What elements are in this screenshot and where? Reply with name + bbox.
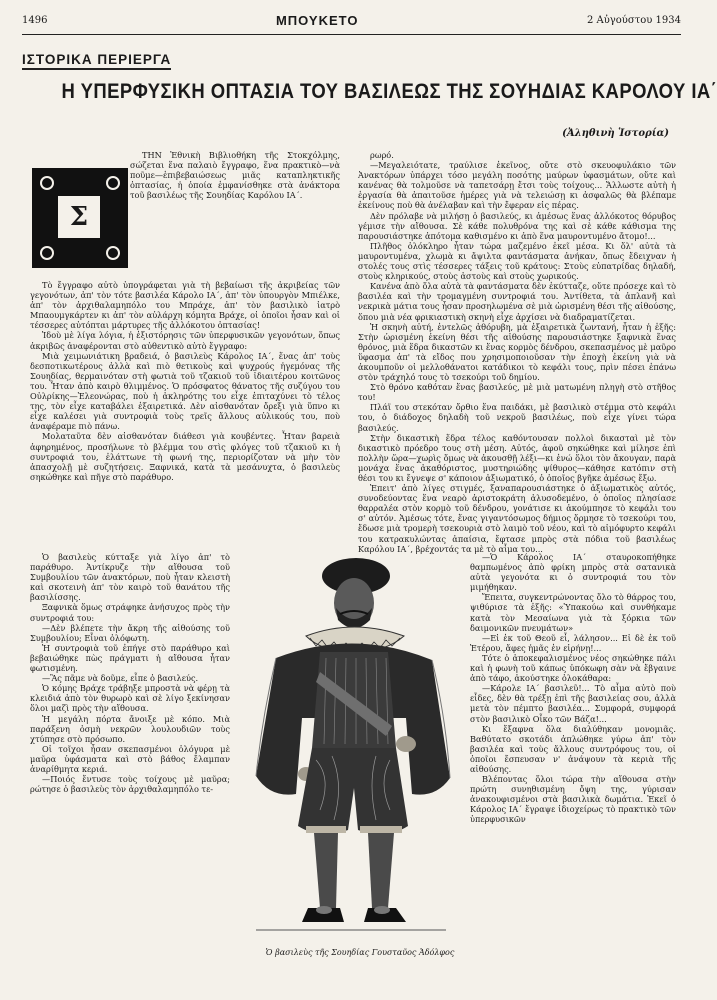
paragraph: Ὁ βασιλεὺς κύτταξε γιὰ λίγο ἀπ' τὸ παράθυρο. Ἀντίκρυζε τὴν αἴθουσα τοῦ Συμβουλίου τῶν ἀνακτόρων, ποὺ ἦταν κλειστὴ καὶ σκοτεινὴ ἀπ' τὸν καιρὸ τοῦ θανάτου τῆς βασιλίσσης.	[30, 552, 230, 603]
illustration-caption: Ὁ βασιλεὺς τῆς Σουηδίας Γουσταῦος Ἀδόλφος	[265, 948, 455, 957]
paragraph: Μολαταῦτα δὲν αἰσθανόταν διάθεσι γιὰ κουβέντες. Ἦταν βαρειὰ ἀφηρημένος, προσήλωνε τὸ βλέμμα του στὶς φλόγες τοῦ τζακιοῦ κι ἡ συντροφιά του, ἐλάττωνε τὴ φωνή της, περιορίζοταν νὰ μὴν τὸν ἀπασχολῇ μὲ συζητήσεις. Ξαφνικά, κατὰ τὰ μεσάνυχτα, ὁ βασιλεὺς σηκώθηκε καὶ πῆγε στὸ παράθυρο.	[30, 431, 340, 482]
paragraph: Κι ἔξαφνα ὅλα διαλύθηκαν μονομιᾶς. Βαθύτατο σκοτάδι ἁπλώθηκε γύρω ἀπ' τὸν βασιλέα καὶ τοὺς ἄλλους συντρόφους του, οἱ ὁποῖοι ἔσπευσαν ν' ἀνάψουν τὰ κεριὰ τῆς αἰθούσης.	[470, 723, 676, 774]
article-title: Η ΥΠΕΡΦΥΣΙΚΗ ΟΠΤΑΣΙΑ ΤΟΥ ΒΑΣΙΛΕΩΣ ΤΗΣ ΣΟΥΗΔΙΑΣ ΚΑΡΟΛΟΥ ΙΑ΄	[61, 80, 717, 103]
paragraph: Τὸ ἔγγραφο αὐτὸ ὑπογράφεται γιὰ τὴ βεβαίωσι τῆς ἀκριβείας τῶν γεγονότων, ἀπ' τὸν τότε βασιλέα Κάρολο ΙΑ΄, ἀπ' τὸν ὑπουργὸν Μπιέλκε, ἀπ' τὸν ἀρχιθαλαμηπόλο του Μπράχε, ἀπ' τὸν βασιλικὸ ἰατρὸ Μπαουμγκάρτεν κι ἀπ' τὸν αὐλάρχη κόμητα Βράχε, οἱ ὁποῖοι ἦσαν καὶ οἱ τέσσερες αὐτόπται μάρτυρες τῆς ἀλλόκοτου ὀπτασίας!	[30, 280, 340, 331]
article-column-2	[358, 150, 676, 554]
article-column-1-intro	[130, 150, 340, 278]
ornament-dot	[40, 246, 54, 260]
paragraph: Κανένα ἀπὸ ὅλα αὐτὰ τὰ φαντάσματα δὲν ἐκύτταζε, οὔτε πρόσεχε καὶ τὸ βασιλέα καὶ τὴν τρομαγμένη συντροφιά του. Ἀντίθετα, τὰ ἀπλανῆ καὶ νεκρικὰ μάτια τους ἦσαν προσηλωμένα σὲ μιὰ ὡρισμένη θέσι τῆς αἰθούσης, ὅπου μιὰ νέα φρικιαστικὴ σκηνὴ εἶχε ἀρχίσει νὰ διαδραματίζεται.	[358, 281, 676, 322]
king-portrait-illustration	[236, 548, 466, 943]
paragraph: —Δὲν βλέπετε τὴν ἄκρη τῆς αἰθούσης τοῦ Συμβουλίου; Εἶναι ὁλόφωτη.	[30, 622, 230, 643]
paragraph: Βλέποντας ὅλοι τώρα τὴν αἴθουσα στὴν πρώτη συνηθισμένη ὄψη της, γύρισαν ἀνακουφισμένοι στὰ βασιλικὰ δωμάτια. Ἐκεῖ ὁ Κάρολος ΙΑ΄ ἔγραψε ἰδιοχείρως τὸ πρακτικὸ τῶν ὑπερφυσικῶν	[470, 774, 676, 825]
issue-date: 2 Αὐγούστου 1934	[586, 14, 681, 26]
paragraph: Μιὰ χειμωνιάτικη βραδειά, ὁ βασιλεὺς Κάρολος ΙΑ΄, ἕνας ἀπ' τοὺς δεσποτικωτέρους ἀλλὰ καὶ πιὸ θετικοὺς καὶ ψυχρούς ἡγεμόνας τῆς Σουηδίας, θερμαινόταν στὴ φωτιὰ τοῦ τζακιοῦ τοῦ ἰδιαιτέρου κοιτῶνος του. Ἦταν ἀπὸ καιρὸ θλιμμένος. Ὁ πρόσφατος θάνατος τῆς συζύγου του Οὐλρίκης—Ἐλεονώρας, ποὺ ἡ ἀκληρότης του εἶχε ἐπιταχύνει τὸ τέλος της, τὸν εἶχε καταβάλει ἐξαιρετικά. Δὲν αἰσθανόταν ὄρεξι γιὰ ὕπνο κι εἶχε καλέσει γιὰ συντροφιὰ τοὺς τρεῖς ἄλλους αὐλικούς του, ποὺ ἀναφέραμε πιὸ πάνω.	[30, 350, 340, 432]
paragraph: —Κάρολε ΙΑ΄ βασιλεῦ!... Τὸ αἷμα αὐτὸ ποὺ εἶδες, δὲν θὰ τρέξῃ ἐπὶ τῆς βασιλείας σου, ἀλλὰ μετὰ τὸν πέμπτο βασιλέα... Συμφορά, συμφορά στὸν βασιλικὸ Οἶκο τῶν Βάζα!...	[470, 683, 676, 724]
paragraph: Δὲν πρόλαβε νὰ μιλήσῃ ὁ βασιλεύς, κι ἀμέσως ἕνας ἀλλόκοτος θόρυβος γέμισε τὴν αἴθουσα. Σὲ κάθε πολυθρόνα της καὶ σὲ κάθε κάθισμα της παρουσιάστηκε ἀπότομα καθισμένο κι ἀπὸ ἕνα μαυροντυμένο ἄτομο!...	[358, 210, 676, 241]
magazine-name: ΜΠΟΥΚΕΤΟ	[275, 12, 359, 28]
page-header	[22, 10, 681, 35]
paragraph: Τότε ὁ ἀποκεφαλισμένος νέος σηκώθηκε πάλι καὶ ἡ φωνὴ τοῦ κάπως ὑπόκωφη σὰν νὰ ἔβγαινε ἀπὸ τάφο, ἀκούστηκε ὁλοκάθαρα:	[470, 652, 676, 684]
page-number: 1496	[22, 14, 48, 26]
paragraph: —Ποιός ἔντυσε τοὺς τοίχους μὲ μαῦρα; ρώτησε ὁ βασιλεὺς τὸν ἀρχιθαλαμηπόλο τε-	[30, 774, 230, 795]
paragraph: Ἡ μεγάλη πόρτα ἄνοιξε μὲ κόπο. Μιὰ παράξενη ὀσμὴ νεκρῶν λουλουδιῶν τοὺς χτύπησε στὸ πρόσωπο.	[30, 713, 230, 744]
article-column-1	[30, 280, 340, 548]
ornament-dot	[40, 176, 54, 190]
section-label: ΙΣΤΟΡΙΚΑ ΠΕΡΙΕΡΓΑ	[22, 52, 171, 70]
paragraph: Ἡ συντροφιὰ τοῦ ἐπήγε στὸ παράθυρο καὶ βεβαιώθηκε πὼς πράγματι ἡ αἴθουσα ἦταν φωτισμένη.	[30, 642, 230, 674]
ornament-dot	[106, 246, 120, 260]
paragraph: Οἱ τοῖχοι ἦσαν σκεπασμένοι ὁλόγυρα μὲ μαῦρα ὑφάσματα καὶ στὸ βάθος ἔλαμπαν ἀναρίθμητα κεριά.	[30, 743, 230, 774]
paragraph: —Εἰ ἐκ τοῦ Θεοῦ εἶ, λάλησον... Εἰ δὲ ἐκ τοῦ Ἑτέρου, ἄφες ἡμᾶς ἐν εἰρήνῃ!...	[470, 632, 676, 653]
paragraph: Ὁ κόμης Βράχε τράβηξε μπροστὰ νὰ φέρῃ τὰ κλειδιά ἀπὸ τὸν θυρωρὸ καὶ σὲ λίγο ξεκίνησαν ὅλοι μαζὶ πρὸς τὴν αἴθουσα.	[30, 683, 230, 714]
paragraph: Ἰδοὺ μὲ λίγα λόγια, ἡ ἐξιστόρησις τῶν ὑπερφυσικῶν γεγονότων, ὅπως ἀκριβῶς ἀναφέρονται στὸ αὐθεντικὸ αὐτὸ ἔγγραφο:	[30, 330, 340, 351]
drop-cap: Σ	[56, 194, 102, 240]
article-subtitle: (Ἀληθινὴ Ἱστορία)	[562, 128, 669, 139]
ornament-dot	[106, 176, 120, 190]
paragraph: —Ἂς πᾶμε νὰ δοῦμε, εἶπε ὁ βασιλεύς.	[42, 673, 199, 684]
paragraph: Ἡ σκηνὴ αὐτή, ἐντελῶς ἀθόρυβη, μὰ ἐξαιρετικὰ ζωντανή, ἦταν ἡ ἑξῆς: Στὴν ὡρισμένη ἐκείνη θέσι τῆς αἰθούσης παρουσιάστηκε ξαφνικὰ ἕνας θρόνος, μιὰ ἕδρα δικαστῶν κι ἕνας κορμὸς δένδρου, σκεπασμένος μὲ μαῦρο ὕφασμα ἀπ' τὰ εἴδος που χρησιμοποιοῦσαν τὴν ἐποχὴ ἐκείνη γιὰ νὰ ἀκουμποῦν οἱ μελλοθάνατοι κατάδικοι τὸ κεφάλι τους, πρὶν πέσει ἐπάνω στὸν τράχηλό τους τὸ τσεκούρι τοῦ δημίου.	[358, 321, 676, 383]
article-column-2-lower	[470, 552, 676, 982]
paragraph: Πλῆθος ὁλόκληρο ἦταν τώρα μαζεμένο ἐκεῖ μέσα. Κι ὅλ' αὐτὰ τὰ μαυροντυμένα, χλωμὰ κι ἄψιλτα φαντάσματα ἀνήκαν, ὅπως ἔδειχναν ἡ στολές τους στὶς τέσσερες τάξεις τοῦ κράτους: Στοὺς εὐπατρίδας δηλαδή, στοὺς κληρικούς, στοὺς ἀστοὺς καὶ στοὺς χωρικούς.	[358, 240, 676, 282]
paragraph: ΤΗΝ Ἐθνικὴ Βιβλιοθήκη τῆς Στοκχόλμης, σώζεται ἕνα παλαιὸ ἔγγραφο, ἕνα πρακτικὸ—νὰ ποῦμε—ἐπιβεβαιώσεως μιᾶς καταπληκτικῆς ὀπτασίας, ἡ ὁποία ἐμφανίσθηκε στὰ ἀνάκτορα τοῦ βασιλέως τῆς Σουηδίας Καρόλου ΙΑ΄.	[130, 150, 340, 201]
paragraph: —Μεγαλειότατε, τραύλισε ἐκεῖνος, οὔτε στὸ σκευοφυλάκιο τῶν Ἀνακτόρων ὑπάρχει τόσο μεγάλη ποσότης μαύρων ὑφασμάτων, οὔτε καὶ κανένας θὰ τολμοῦσε νὰ ταπετσάρῃ ἔτσι τοὺς τοίχους... Ἄλλωστε αὐτὴ ἡ ἐργασία θὰ ἀπαιτοῦσε ἡμέρες γιὰ νὰ τελειώσῃ κι ἀσφαλῶς θὰ βλέπαμε ἐκείνους ποὺ θὰ ἀνέλαβαν καὶ τὴν ἔφεραν εἰς πέρας.	[358, 160, 676, 211]
paragraph: Ἐπειτ' ἀπὸ λίγες στιγμές, ξαναπαρουσιάστηκε ὁ ἀξιωματικὸς αὐτός, συνοδεύοντας ἕνα νεαρὸ ἀριστοκράτη ἁλυσοδεμένο, ὁ ὁποῖος πλησίασε θαρραλέα στὸν κορμὸ τοῦ δένδρου, γονάτισε κι ἀκούμπησε τὸ κεφάλι του σ' αὐτόν. Ἀμέσως τότε, ἕνας γιγαντόσωμος δήμιος ὅρμησε τὸ τσεκούρι του, ἔδωσε μιὰ τρομερὴ τσεκουριὰ στὸ λαιμὸ τοῦ νέου, καὶ τὸ αἱμόφυρτο κεφάλι του κατρακυλώντας ἀπαίσια, ἔφτασε μπρὸς στὰ πόδια τοῦ βασιλέως Καρόλου ΙΑ΄, βρέχοντάς τα μὲ τὸ αἷμα του...	[358, 483, 676, 554]
article-column-1-lower	[30, 552, 230, 982]
paragraph: ρωρό.	[370, 150, 394, 160]
paragraph: Στὴν δικαστικὴ ἕδρα τέλος καθόντουσαν πολλοὶ δικασταὶ μὲ τὸν δικαστικὸ πρόεδρο τους στὴ μέση. Αὐτός, ἀφοῦ σηκώθηκε καὶ μίλησε ἐπὶ πολλὴν ὥρα—χωρὶς ὅμως νὰ ἀκουσθῇ λέξι—κι ἐνώ ὅλοι τὸν ἄκουγαν, παρὰ μονάχα ἕνας ἀκαθόριστος, μυστηριώδης ψίθυρος—κάθησε κατόπιν στὴ θέσι του κι ἔγνεψε σ' κάποιον ἀξιωματικό, ὁ ὁποῖος βγῆκε ἀμέσως ἔξω.	[358, 432, 676, 483]
paragraph: Ἔπειτα, συγκεντρώνοντας ὅλο τὸ θάρρος του, ψιθύρισε τὰ ἐξῆς: «Ὑπακούω καὶ συνθήκαμε κατὰ τὸν Μεσαίωνα γιὰ τὰ ξόρκια τῶν δαιμονικῶν πνευμάτων»	[470, 592, 676, 633]
paragraph: Στὸ θρόνο καθόταν ἕνας βασιλεύς, μὲ μιὰ ματωμένη πληγὴ στὸ στῆθος του!	[358, 382, 676, 403]
paragraph: Πλάϊ του στεκόταν ὄρθιο ἕνα παιδάκι, μὲ βασιλικὸ στέμμα στὸ κεφάλι του, ὁ διάδοχος δηλαδὴ τοῦ νεκροῦ βασιλέως, ποὺ εἶχε γίνει τώρα βασιλεύς.	[358, 402, 676, 433]
paragraph: Ξαφνικὰ ὅμως στράφηκε ἀνήσυχος πρὸς τὴν συντροφιά του:	[30, 602, 230, 623]
paragraph: —Ὁ Κάρολος ΙΑ΄ σταυροκοπήθηκε θαμπωμένος ἀπὸ φρίκη μπρὸς στὰ σατανικὰ αὐτὰ γεγονότα κι ὁ συντροφιά του τὸν μιμήθηκαν.	[470, 552, 676, 593]
